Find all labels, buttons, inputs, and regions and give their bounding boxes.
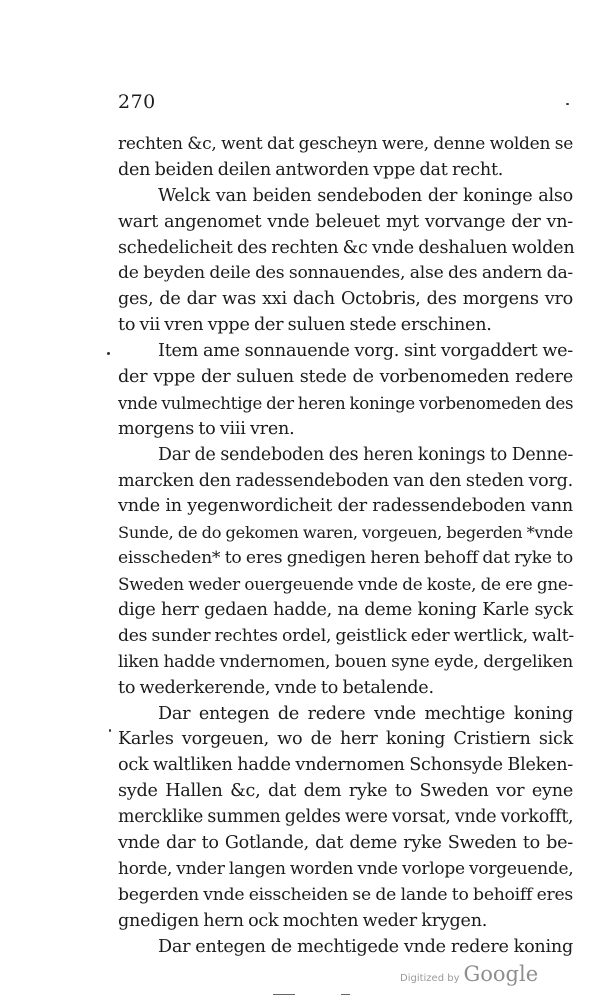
footer-rule bbox=[273, 994, 295, 995]
text-line: rechten &c, went dat gescheyn were, denne wolden se bbox=[118, 134, 573, 154]
text-line: ock waltliken hadde vndernomen Schonsyde Bleken- bbox=[118, 755, 573, 776]
text-line: vnde dar to Gotlande, dat deme ryke Sweden to be- bbox=[118, 833, 573, 854]
text-line: Welck van beiden sendeboden der koninge also bbox=[158, 185, 573, 206]
text-line: wart angenomet vnde beleuet myt vorvange der vn- bbox=[118, 211, 573, 232]
text-line: Dar entegen de redere vnde mechtige koning bbox=[158, 703, 573, 724]
text-line: mercklike summen geldes were vorsat, vnde vorkofft, bbox=[118, 807, 574, 828]
text-line: vnde in yegenwordicheit der radessendeboden vann bbox=[118, 496, 573, 517]
text-line: Karles vorgeuen, wo de herr koning Cristiern sick bbox=[118, 729, 573, 750]
ink-speck bbox=[109, 729, 111, 732]
text-line: to wederkerende, vnde to betalende. bbox=[118, 677, 434, 698]
text-line: liken hadde vndernomen, bouen syne eyde, dergeliken bbox=[118, 651, 573, 672]
page-number: 270 bbox=[118, 91, 156, 113]
text-line: gnedigen hern ock mochten weder krygen. bbox=[118, 910, 488, 931]
text-line: der vppe der suluen stede de vorbenomeden redere bbox=[118, 367, 573, 388]
text-line: morgens to viii vren. bbox=[118, 418, 295, 439]
ink-speck bbox=[107, 352, 110, 355]
footer-rule bbox=[341, 994, 350, 995]
text-line: eisscheden* to eres gnedigen heren behoff dat ryke to bbox=[118, 548, 573, 569]
text-line: Sweden weder ouergeuende vnde de koste, de ere gne- bbox=[118, 574, 573, 595]
text-line: den beiden deilen antworden vppe dat recht. bbox=[118, 159, 504, 180]
text-line: vnde vulmechtige der heren koninge vorbenomeden des bbox=[118, 393, 574, 413]
text-line: Item ame sonnauende vorg. sint vorgaddert we- bbox=[158, 341, 573, 362]
digitized-watermark bbox=[400, 962, 538, 986]
body-text bbox=[118, 132, 573, 961]
google-logo: Google bbox=[463, 962, 539, 986]
text-line: Dar entegen de mechtigede vnde redere koning bbox=[158, 936, 573, 957]
text-line: ges, de dar was xxi dach Octobris, des morgens vro bbox=[118, 289, 573, 310]
text-line: schedelicheit des rechten &c vnde deshaluen wolden bbox=[118, 237, 575, 258]
text-line: syde Hallen &c, dat dem ryke to Sweden vor eyne bbox=[118, 781, 573, 802]
text-line: dige herr gedaen hadde, na deme koning Karle syck bbox=[118, 600, 573, 621]
text-line: horde, vnder langen worden vnde vorlope vorgeuende, bbox=[118, 858, 574, 879]
text-line: marcken den radessendeboden van den steden vorg. bbox=[118, 470, 573, 491]
text-line: de beyden deile des sonnauendes, alse des andern da- bbox=[118, 263, 573, 284]
text-line: des sunder rechtes ordel, geistlick eder wertlick, walt- bbox=[118, 625, 574, 646]
text-line: Dar de sendeboden des heren konings to Denne- bbox=[158, 444, 573, 465]
text-line: Sunde, de do gekomen waren, vorgeuen, begerden *vnde bbox=[118, 523, 573, 543]
text-line: to vii vren vppe der suluen stede erschinen. bbox=[118, 315, 492, 336]
watermark-prefix: Digitized by bbox=[400, 973, 460, 984]
text-line: begerden vnde eisscheiden se de lande to behoiff eres bbox=[118, 884, 573, 905]
ink-speck bbox=[566, 103, 569, 105]
